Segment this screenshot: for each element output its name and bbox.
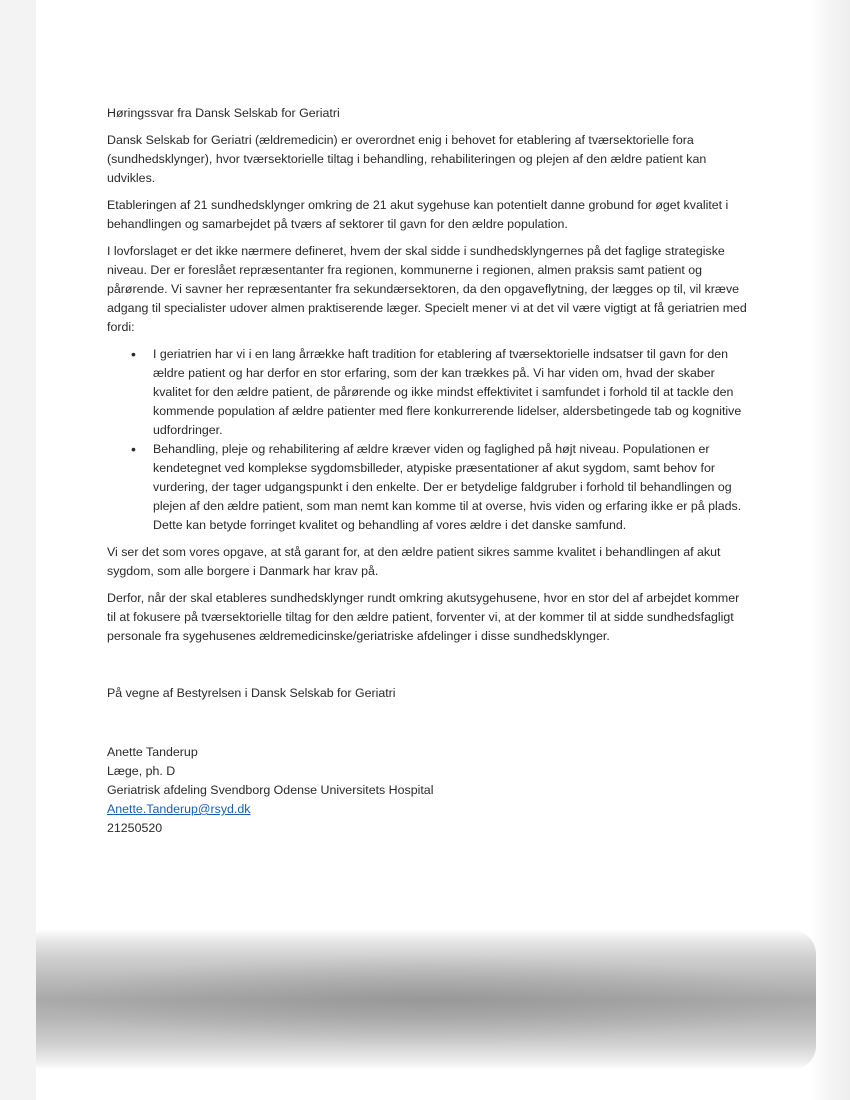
- signature-department: Geriatrisk afdeling Svendborg Odense Universitets Hospital: [107, 783, 434, 797]
- paragraph-expectation: Derfor, når der skal etableres sundhedsklynger rundt omkring akutsygehusene, hvor en stor del af arbejdet kommer til at fokusere på tværsektorielle tiltag for den ældre patient, forventer vi, at der kommer til at sidde sundhedsfagligt personale fra sygehusenes ældremedicinske/geriatriske afdelinger i disse sundhedsklynger.: [107, 591, 740, 643]
- paragraph-bill: I lovforslaget er det ikke nærmere defineret, hvem der skal sidde i sundhedsklyngernes på det faglige strategiske niveau. Der er foreslået repræsentanter fra regionen, kommunerne i regionen, almen praksis samt patient og pårørende. Vi savner her repræsentanter fra sekundærsektoren, da den opgaveflytning, der lægges op til, vil kræve adgang til specialister udover almen praktiserende læger. Specielt mener vi at det vil være vigtigt at få geriatrien med fordi:: [107, 244, 747, 334]
- scan-left-margin: [0, 0, 36, 1100]
- paragraph-establishment: Etableringen af 21 sundhedsklynger omkring de 21 akut sygehuse kan potentielt danne grobund for øget kvalitet i behandlingen og samarbejdet på tværs af sektorer til gavn for den ældre population.: [107, 198, 729, 231]
- bullet-list: [107, 345, 747, 535]
- signature-title: Læge, ph. D: [107, 764, 176, 778]
- paragraph-guarantee: Vi ser det som vores opgave, at stå garant for, at den ældre patient sikres samme kvalitet i behandlingen af akut sygdom, som alle borgere i Danmark har krav på.: [107, 545, 721, 578]
- bullet-item-tradition: • I geriatrien har vi i en lang årrække haft tradition for etablering af tværsektorielle indsatser til gavn for den ældre patient og har derfor en stor erfaring, som der kan trækkes på. Vi har viden om, hvad der skaber kvalitet for den ældre patient, de pårørende og ikke mindst effektivitet i samfundet i forhold til at tackle den kommende population af ældre patienter med flere konkurrerende lidelser, aldersbetingede tab og kognitive udfordringer.: [153, 345, 747, 440]
- document-body: [107, 104, 747, 838]
- document-heading: Høringssvar fra Dansk Selskab for Geriatri: [107, 106, 340, 120]
- bullet-item-treatment: • Behandling, pleje og rehabilitering af ældre kræver viden og faglighed på højt niveau. Populationen er kendetegnet ved komplekse sygdomsbilleder, atypiske præsentationer af akut sygdom, samt behov for vurdering, der tager udgangspunkt i den enkelte. Der er betydelige faldgruber i forhold til behandlingen og plejen af den ældre patient, som man nemt kan komme til at overse, hvis viden og erfaring ikke er på plads. Dette kan betyde forringet kvalitet og behandling af vores ældre i det danske samfund.: [153, 440, 747, 535]
- signature-email-link[interactable]: Anette.Tanderup@rsyd.dk: [107, 802, 251, 816]
- paragraph-intro: Dansk Selskab for Geriatri (ældremedicin) er overordnet enig i behovet for etablering af tværsektorielle fora (sundhedsklynger), hvor tværsektorielle tiltag i behandling, rehabiliteringen og plejen af den ældre patient kan udvikles.: [107, 133, 707, 185]
- signature-name: Anette Tanderup: [107, 745, 198, 759]
- signature-phone: 21250520: [107, 821, 163, 835]
- scan-shadow-core: [36, 955, 816, 1045]
- scan-right-edge: [810, 0, 850, 1100]
- on-behalf-line: På vegne af Bestyrelsen i Dansk Selskab for Geriatri: [107, 686, 396, 700]
